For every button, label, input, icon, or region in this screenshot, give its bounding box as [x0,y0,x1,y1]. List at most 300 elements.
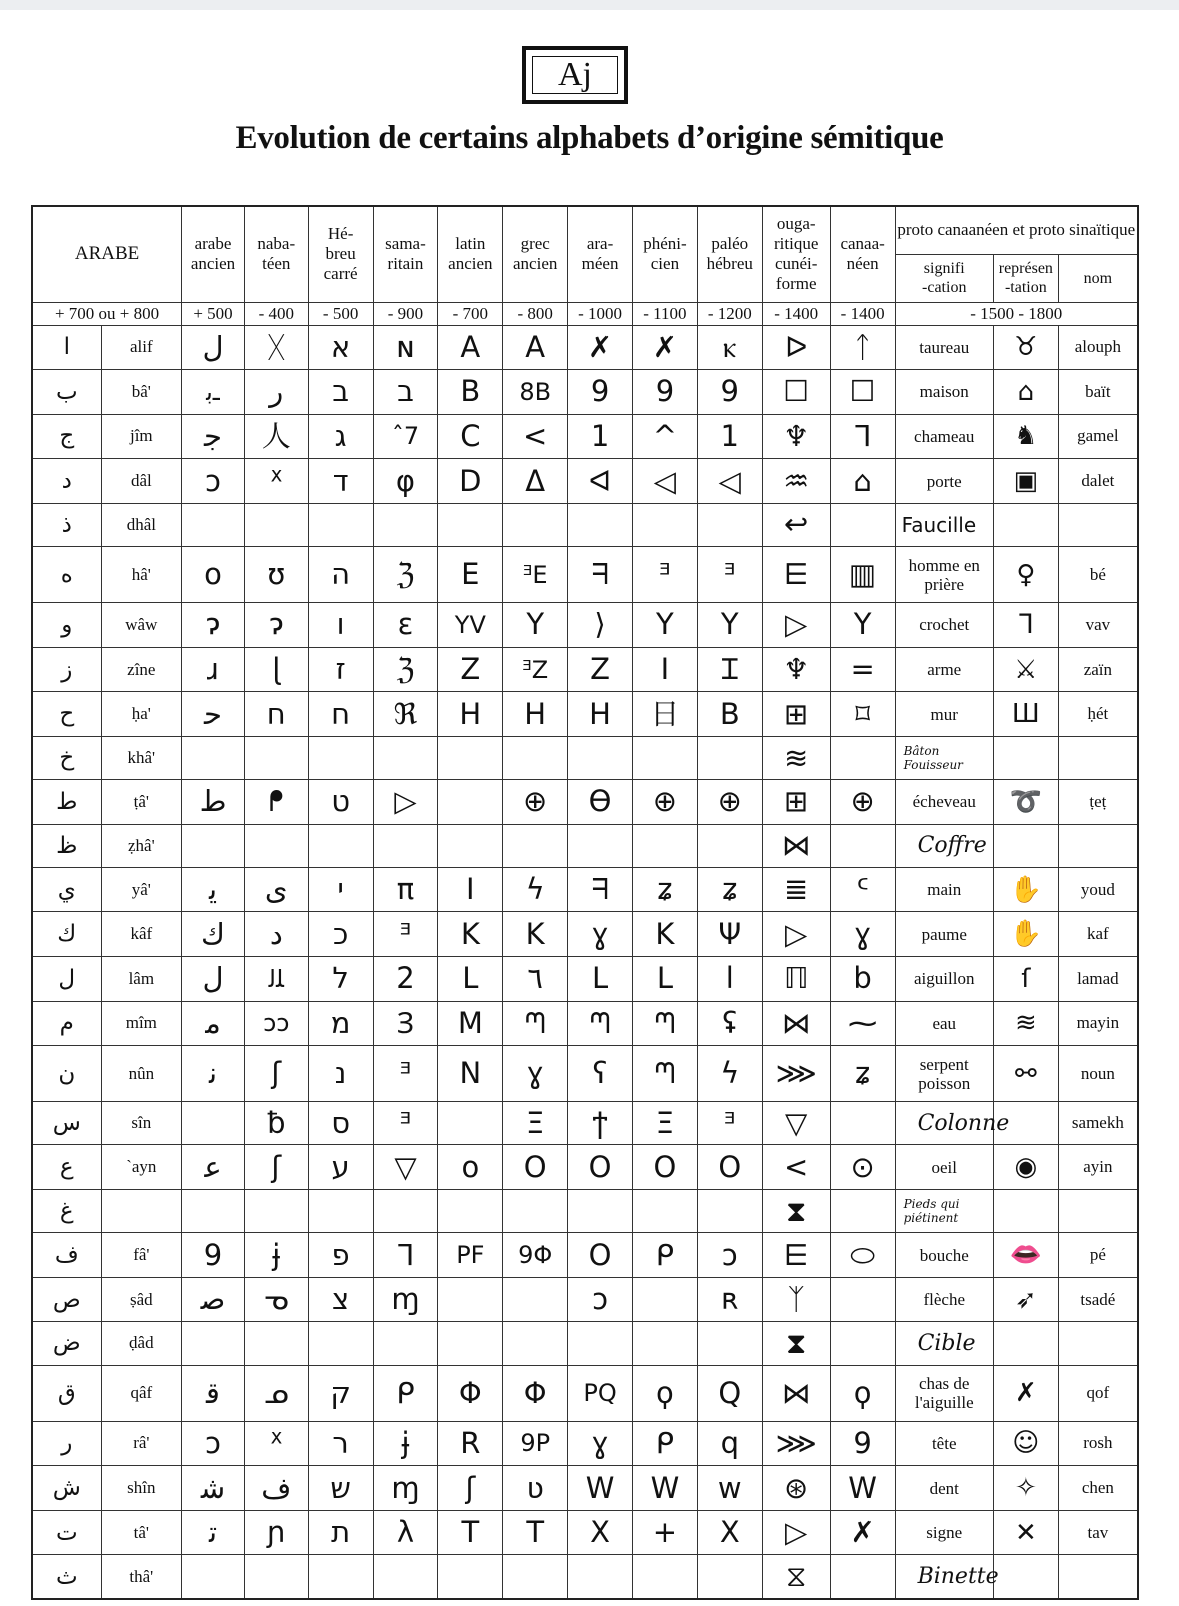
table-row [32,780,1138,825]
glyph-cell: ˆ7 [373,414,438,459]
arabic-letter: ع [32,1145,101,1190]
signification-line: homme en [908,555,980,575]
glyph-cell: ᓄ [244,1365,308,1421]
glyph-cell [697,1190,762,1233]
header-line: ancien [513,254,558,274]
letter-name: dalet [1058,459,1138,504]
glyph-cell: ـﺑ [182,370,245,415]
header-col [438,206,503,302]
glyph-cell: ᴲ [697,547,762,603]
glyph-cell [632,1190,697,1233]
glyph-cell: ⧖ [762,1555,830,1599]
glyph-cell: ✗ [830,1510,895,1555]
table-row [32,824,1138,867]
glyph-cell: 1 [697,414,762,459]
glyph-cell: ƀ [244,1102,308,1145]
transliteration [101,1190,182,1233]
glyph-cell: Φ [438,1365,503,1421]
glyph-cell [244,1190,308,1233]
header-line: téen [262,254,291,274]
glyph-cell: ᴲ [697,1102,762,1145]
table-row [32,1145,1138,1190]
glyph-cell: ⋙ [762,1421,830,1466]
note-line: piétinent [903,1211,959,1226]
glyph-cell: ʑ [830,1046,895,1102]
glyph-cell [308,1555,373,1599]
representation-icon: ✗ [993,1365,1058,1421]
glyph-cell: ɱ [373,1277,438,1322]
transliteration: hâ' [101,547,182,603]
glyph-cell: ﻁ [182,780,245,825]
transliteration: nûn [101,1046,182,1102]
glyph-cell: + [632,1510,697,1555]
header-col [632,206,697,302]
glyph-cell: ▥ [830,547,895,603]
glyph-cell: 9 [182,1233,245,1278]
glyph-cell: ʢ [697,1001,762,1046]
arabic-letter: د [32,459,101,504]
glyph-cell: כ [308,912,373,957]
representation-icon: ♉ [993,325,1058,370]
glyph-cell: PQ [568,1365,633,1421]
table-row [32,603,1138,648]
glyph-cell: ᕽ [244,1421,308,1466]
signification: eau [895,1001,993,1046]
representation-icon: ▣ [993,459,1058,504]
date-cell: - 1400 [762,302,830,325]
glyph-cell: ᴲE [503,547,568,603]
glyph-cell: ᴲ [632,547,697,603]
glyph-cell: ⋿ [762,547,830,603]
glyph-cell: Y [632,603,697,648]
glyph-cell: ʀ [697,1277,762,1322]
transliteration: kâf [101,912,182,957]
glyph-cell [568,1190,633,1233]
transliteration: sîn [101,1102,182,1145]
signification: dent [895,1466,993,1511]
note-line: Pieds qui [903,1197,960,1212]
glyph-cell: Ɜ [373,1001,438,1046]
glyph-cell: ᘉ [568,1001,633,1046]
glyph-cell: ʑ [632,867,697,912]
glyph-cell: ɔɔ [244,1001,308,1046]
glyph-cell: q [697,1421,762,1466]
glyph-cell: B [438,370,503,415]
glyph-cell: T [503,1510,568,1555]
glyph-cell: ɔ [182,459,245,504]
glyph-cell: ﻙ [182,912,245,957]
glyph-cell: ע [308,1145,373,1190]
glyph-cell [182,1322,245,1365]
glyph-cell: ᑦ [830,867,895,912]
glyph-cell: ʑ [697,867,762,912]
arabic-letter: خ [32,736,101,779]
glyph-cell: 9P [503,1421,568,1466]
transliteration: jîm [101,414,182,459]
glyph-cell [697,503,762,546]
glyph-cell: ᖰ [244,780,308,825]
glyph-cell: ﺟ [182,414,245,459]
glyph-cell: ⋙ [762,1046,830,1102]
glyph-cell: ﺗ [182,1510,245,1555]
header-col [830,206,895,302]
glyph-cell: ⲕ [697,325,762,370]
letter-name: kaf [1058,912,1138,957]
glyph-cell: ɣ [830,912,895,957]
glyph-cell: ℨ [373,647,438,692]
header-line: représen [998,260,1053,277]
glyph-cell [244,824,308,867]
glyph-cell: ﻣ [182,1001,245,1046]
arabic-letter: ن [32,1046,101,1102]
glyph-cell: נ [308,1046,373,1102]
header-line: forme [775,274,817,294]
glyph-cell: ס [308,1102,373,1145]
glyph-cell: ɛ [373,603,438,648]
representation-icon [993,824,1058,867]
table-row [32,414,1138,459]
glyph-cell: 9 [697,370,762,415]
glyph-cell [830,1190,895,1233]
header-col [308,206,373,302]
glyph-cell: Ψ [697,912,762,957]
letter-name: mayin [1058,1001,1138,1046]
glyph-cell: ⌂ [830,459,895,504]
glyph-cell: ⌑ [830,692,895,737]
transliteration: alif [101,325,182,370]
representation-icon: ♞ [993,414,1058,459]
glyph-cell [438,1555,503,1599]
glyph-cell: K [632,912,697,957]
arabic-letter: ي [32,867,101,912]
glyph-cell: ⋈ [762,1365,830,1421]
representation-icon: 👄 [993,1233,1058,1278]
transliteration: ṭâ' [101,780,182,825]
representation-icon: ✧ [993,1466,1058,1511]
letter-name [1058,736,1138,779]
letter-name [1058,824,1138,867]
glyph-cell: ⋿ [762,1233,830,1278]
header-col [697,206,762,302]
glyph-cell: Q [697,1365,762,1421]
glyph-cell: ɴ [373,325,438,370]
table-row [32,1046,1138,1102]
table-row [32,503,1138,546]
glyph-cell: ▽ [373,1145,438,1190]
glyph-cell: L [568,957,633,1002]
header-line: latin [455,234,486,254]
glyph-cell [373,503,438,546]
date-cell: - 900 [373,302,438,325]
glyph-cell [503,1277,568,1322]
glyph-cell: ⬭ [830,1233,895,1278]
transliteration: ḥa' [101,692,182,737]
glyph-cell [244,1555,308,1599]
glyph-cell: ↩ [762,503,830,546]
table-row [32,692,1138,737]
glyph-cell: ▷ [373,780,438,825]
glyph-cell [182,1190,245,1233]
glyph-cell [244,736,308,779]
glyph-cell: Ξ [632,1102,697,1145]
glyph-cell: ى [244,867,308,912]
arabic-letter: ت [32,1510,101,1555]
header-line: -tation [1004,279,1047,296]
glyph-cell: = [830,647,895,692]
glyph-cell: 9 [632,370,697,415]
glyph-cell: 2 [373,957,438,1002]
glyph-cell [830,1555,895,1599]
handwritten-note: Binette [895,1555,993,1599]
header-line: -cation [922,279,967,296]
glyph-cell: W [632,1466,697,1511]
glyph-cell: O [697,1145,762,1190]
glyph-cell: ᘉ [503,1001,568,1046]
table-row [32,1510,1138,1555]
glyph-cell [830,736,895,779]
glyph-cell: 8B [503,370,568,415]
transliteration: dâl [101,459,182,504]
glyph-cell: Y [830,603,895,648]
glyph-cell: ^ [632,414,697,459]
representation-icon: ⚔ [993,647,1058,692]
representation-icon [993,1190,1058,1233]
handwritten-note: Colonne [895,1102,993,1145]
signification: écheveau [895,780,993,825]
glyph-cell: φ [373,459,438,504]
header-arabe: ARABE [32,206,182,302]
arabic-letter: ه [32,547,101,603]
glyph-cell: W [830,1466,895,1511]
header-col [182,206,245,302]
table-row [32,459,1138,504]
glyph-cell: ᘉ [632,1046,697,1102]
glyph-cell: ⊙ [830,1145,895,1190]
glyph-cell: L [632,957,697,1002]
arabic-letter: ذ [32,503,101,546]
glyph-cell: λ [373,1510,438,1555]
glyph-cell: ﺷ [182,1466,245,1511]
glyph-cell: K [438,912,503,957]
signification-line: prière [924,574,965,594]
glyph-cell [568,1555,633,1599]
glyph-cell: ⊛ [762,1466,830,1511]
representation-icon: ♀ [993,547,1058,603]
glyph-cell: 9 [830,1421,895,1466]
glyph-cell: E [438,547,503,603]
header-line: breu [325,244,356,264]
glyph-cell: ש [308,1466,373,1511]
glyph-cell: ⊕ [503,780,568,825]
glyph-cell: ל [308,957,373,1002]
letter-name [1058,1555,1138,1599]
date-cell: - 1000 [568,302,633,325]
glyph-cell: ⊕ [697,780,762,825]
glyph-cell: ✗ [632,325,697,370]
letter-name: chen [1058,1466,1138,1511]
glyph-cell: ב [308,370,373,415]
table-row [32,1322,1138,1365]
glyph-cell: ח [244,692,308,737]
transliteration: thâ' [101,1555,182,1599]
glyph-cell: ɲ [244,1510,308,1555]
representation-icon: ⚯ [993,1046,1058,1102]
glyph-cell: YV [438,603,503,648]
glyph-cell: o [182,547,245,603]
glyph-cell: ﻋ [182,1145,245,1190]
glyph-cell: l [697,957,762,1002]
header-line: sama- [385,234,426,254]
arabic-letter: ج [32,414,101,459]
glyph-cell: 1 [568,414,633,459]
transliteration: ḍâd [101,1322,182,1365]
glyph-cell: ʃ [244,1145,308,1190]
glyph-cell: ʊ [244,547,308,603]
glyph-cell: Y [503,603,568,648]
glyph-cell [308,824,373,867]
header-line: ritain [387,254,424,274]
glyph-cell: D [438,459,503,504]
glyph-cell [632,503,697,546]
header-line: hébreu [706,254,753,274]
signification: aiguillon [895,957,993,1002]
glyph-cell: ر [244,370,308,415]
glyph-cell: 9Φ [503,1233,568,1278]
glyph-cell [632,1555,697,1599]
signification: mur [895,692,993,737]
glyph-cell: ᛉ [762,1277,830,1322]
glyph-cell: N [438,1046,503,1102]
arabic-letter: ط [32,780,101,825]
date-cell: - 500 [308,302,373,325]
arabic-letter: ظ [32,824,101,867]
glyph-cell: ת [308,1510,373,1555]
glyph-cell: ɭ [244,647,308,692]
glyph-cell: א [308,325,373,370]
glyph-cell: ᘉ [632,1001,697,1046]
header-line: ritique [774,234,819,254]
representation-icon: ſ [993,957,1058,1002]
glyph-cell [182,736,245,779]
table-body [32,206,1138,1599]
glyph-cell: ▷ [762,603,830,648]
glyph-cell: ⋈ [762,824,830,867]
glyph-cell: Ɪ [697,647,762,692]
glyph-cell: י [308,867,373,912]
glyph-cell [697,736,762,779]
header-line: ancien [448,254,493,274]
glyph-cell: ϙ [632,1365,697,1421]
glyph-cell [568,503,633,546]
letter-name: samekh [1058,1102,1138,1145]
glyph-cell: ד [308,459,373,504]
letter-name: vav [1058,603,1138,648]
header-line: ancien [190,254,236,274]
handwritten-note: Cible [895,1322,993,1365]
signification [895,547,993,603]
glyph-cell: ﻑ [244,1466,308,1511]
glyph-cell: b [830,957,895,1002]
date-cell: - 700 [438,302,503,325]
glyph-cell [373,1190,438,1233]
glyph-cell: ⋈ [762,1001,830,1046]
glyph-cell: 人 [244,414,308,459]
glyph-cell: ﻳ [182,867,245,912]
letter-name: gamel [1058,414,1138,459]
table-row [32,370,1138,415]
header-nom: nom [1058,254,1138,302]
table-row [32,736,1138,779]
arabic-letter: ك [32,912,101,957]
glyph-cell: ᖷ [568,867,633,912]
glyph-cell: ʃ [438,1466,503,1511]
transliteration: dhâl [101,503,182,546]
letter-name: tav [1058,1510,1138,1555]
glyph-cell [632,1322,697,1365]
glyph-cell [830,1102,895,1145]
header-line: paléo [711,234,749,254]
glyph-cell: ק [308,1365,373,1421]
glyph-cell: ɱ [373,1466,438,1511]
glyph-cell: K [503,912,568,957]
signification-line: poisson [918,1073,971,1093]
glyph-cell [632,736,697,779]
letter-name: qof [1058,1365,1138,1421]
glyph-cell [632,1277,697,1322]
arabic-letter: ب [32,370,101,415]
glyph-cell: B [697,692,762,737]
glyph-cell: ل [182,957,245,1002]
glyph-cell: C [438,414,503,459]
glyph-cell: ʋ [503,1466,568,1511]
table-row [32,1102,1138,1145]
glyph-cell [697,824,762,867]
signification: signe [895,1510,993,1555]
glyph-cell: X [568,1510,633,1555]
table-row [32,867,1138,912]
glyph-cell: ♆ [762,414,830,459]
arabic-letter: ز [32,647,101,692]
glyph-cell: π [373,867,438,912]
glyph-cell [308,1322,373,1365]
table-row [32,1001,1138,1046]
glyph-cell: H [568,692,633,737]
table-row [32,647,1138,692]
letter-name: zaïn [1058,647,1138,692]
glyph-cell: ᚷ [244,325,308,370]
signification-line: l'aiguille [914,1393,974,1413]
glyph-cell: ﺣ [182,692,245,737]
header-line: grec [520,234,550,254]
glyph-cell: I [632,647,697,692]
glyph-cell: ✗ [568,325,633,370]
header-col [568,206,633,302]
arabic-letter: ق [32,1365,101,1421]
letter-name: tsadé [1058,1277,1138,1322]
glyph-cell [503,824,568,867]
glyph-cell [503,1555,568,1599]
transliteration: wâw [101,603,182,648]
glyph-cell: ʕ [568,1046,633,1102]
glyph-cell: M [438,1001,503,1046]
glyph-cell [830,503,895,546]
glyph-cell: ϙ [830,1365,895,1421]
glyph-cell: ז [308,647,373,692]
glyph-cell: W [568,1466,633,1511]
glyph-cell [308,736,373,779]
glyph-cell: ᑭ [632,1233,697,1278]
representation-icon: ✕ [993,1510,1058,1555]
